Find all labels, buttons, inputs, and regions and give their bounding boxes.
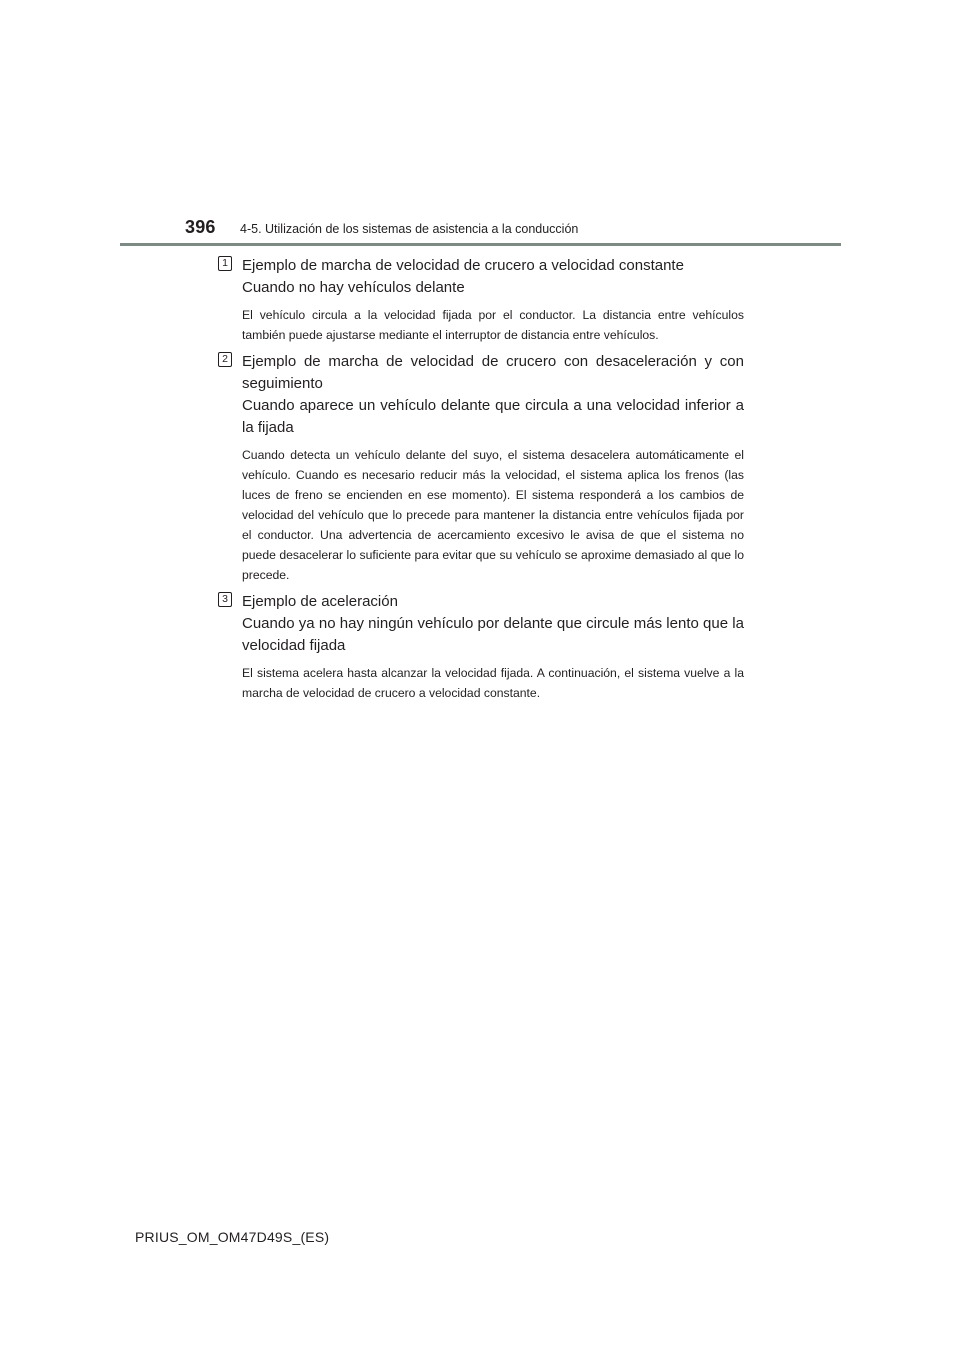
- heading-line: Cuando no hay vehículos delante: [242, 279, 465, 296]
- item-heading: [242, 255, 744, 299]
- document-code-footer: PRIUS_OM_OM47D49S_(ES): [135, 1229, 330, 1245]
- heading-line: Cuando aparece un vehículo delante que circula a una velocidad inferior a la fijada: [242, 397, 744, 436]
- item-description: El vehículo circula a la velocidad fijada por el conductor. La distancia entre vehículos también puede ajustarse mediante el interruptor de distancia entre vehículos.: [242, 308, 744, 342]
- item-number-badge: 3: [218, 592, 232, 607]
- list-item: [222, 591, 744, 703]
- heading-line: Ejemplo de marcha de velocidad de crucero a velocidad constante: [242, 257, 684, 274]
- item-description: El sistema acelera hasta alcanzar la velocidad fijada. A continuación, el sistema vuelve a la marcha de velocidad de crucero a velocidad constante.: [242, 666, 744, 700]
- section-title: 4-5. Utilización de los sistemas de asistencia a la conducción: [240, 222, 579, 236]
- list-item: [222, 255, 744, 345]
- item-heading: [242, 351, 744, 439]
- header-rule: [120, 243, 841, 246]
- item-number-badge: 2: [218, 352, 232, 367]
- page-number: 396: [185, 217, 216, 237]
- item-description: Cuando detecta un vehículo delante del suyo, el sistema desacelera automáticamente el vehículo. Cuando es necesario reducir más la velocidad, el sistema aplica los frenos (las luces de freno se encienden en ese momento). El sistema responderá a los cambios de velocidad del vehículo que lo precede para mantener la distancia entre vehículos fijada por el conductor. Una advertencia de acercamiento excesivo le avisa de que el sistema no puede desacelerar lo suficiente para evitar que su vehículo se aproxime demasiado al que lo precede.: [242, 448, 744, 582]
- heading-line: Cuando ya no hay ningún vehículo por delante que circule más lento que la velocidad fijada: [242, 615, 744, 654]
- content-area: [222, 255, 744, 709]
- list-item: [222, 351, 744, 585]
- heading-line: Ejemplo de marcha de velocidad de crucero con desaceleración y con seguimiento: [242, 353, 744, 392]
- heading-line: Ejemplo de aceleración: [242, 593, 398, 610]
- item-number-badge: 1: [218, 256, 232, 271]
- item-heading: [242, 591, 744, 657]
